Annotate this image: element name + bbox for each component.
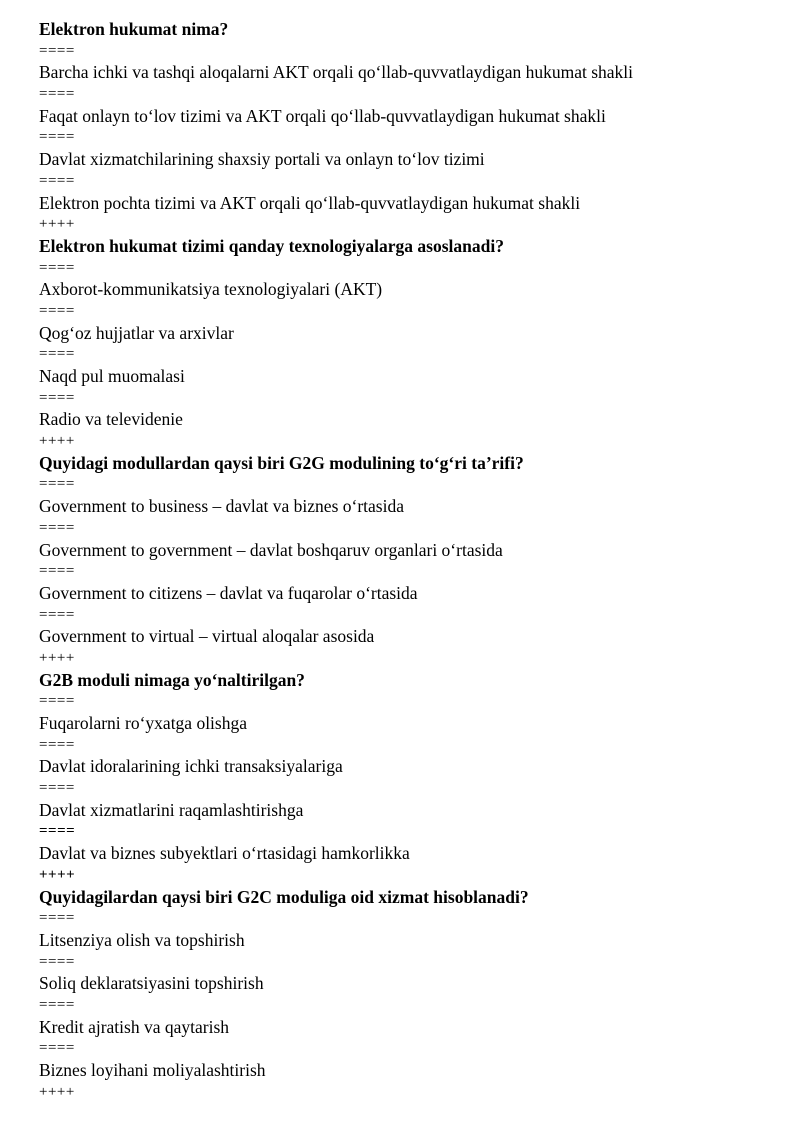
question-2-option-3: Naqd pul muomalasi xyxy=(39,366,185,386)
question-1-text: Elektron hukumat nima? xyxy=(39,19,229,39)
question-2-option-1: Axborot-kommunikatsiya texnologiyalari (AKT) xyxy=(39,279,383,300)
question-1-option-1: Barcha ichki va tashqi aloqalarni AKT orqali qo‘llab-quvvatlaydigan hukumat shakli xyxy=(39,62,634,83)
question-3-option-2: Government to government – davlat boshqaruv organlari o‘rtasida xyxy=(39,539,503,560)
separator: ==== xyxy=(39,42,75,59)
separator: ==== xyxy=(39,996,75,1013)
question-end-marker: ++++ xyxy=(39,1083,75,1100)
separator: ==== xyxy=(39,86,75,103)
question-end-marker: ++++ xyxy=(39,866,76,883)
question-2-option-4: Radio va televidenie xyxy=(39,409,183,430)
separator: ==== xyxy=(39,259,75,276)
question-5-option-2: Soliq deklaratsiyasini topshirish xyxy=(39,973,264,994)
question-3-option-4: Government to virtual – virtual aloqalar asosida xyxy=(39,626,375,647)
question-4-option-1: Fuqarolarni ro‘yxatga olishga xyxy=(39,713,248,733)
test-document xyxy=(39,19,779,1103)
separator: ==== xyxy=(39,389,75,406)
question-3-text: Quyidagi modullardan qaysi biri G2G modulining to‘g‘ri ta’rifi? xyxy=(39,452,524,473)
question-5-text: Quyidagilardan qaysi biri G2C moduliga oid xizmat hisoblanadi? xyxy=(39,886,529,907)
separator: ==== xyxy=(39,519,75,536)
separator: ==== xyxy=(39,910,75,927)
question-5-option-1: Litsenziya olish va topshirish xyxy=(39,929,245,950)
question-2-option-2: Qog‘oz hujjatlar va arxivlar xyxy=(39,322,234,343)
separator: ==== xyxy=(39,172,75,189)
question-end-marker: ++++ xyxy=(39,649,75,666)
question-4-option-2: Davlat idoralarining ichki transaksiyalariga xyxy=(39,756,343,777)
question-4-option-4: Davlat va biznes subyektlari o‘rtasidagi hamkorlikka xyxy=(39,843,410,864)
question-end-marker: ++++ xyxy=(39,433,75,450)
question-end-marker: ++++ xyxy=(39,216,75,233)
separator: ==== xyxy=(39,606,75,623)
question-1-option-4: Elektron pochta tizimi va AKT orqali qo‘llab-quvvatlaydigan hukumat shakli xyxy=(39,192,581,213)
separator: ==== xyxy=(39,823,76,840)
question-5-option-4: Biznes loyihani moliyalashtirish xyxy=(39,1060,266,1080)
question-5-option-3: Kredit ajratish va qaytarish xyxy=(39,1016,230,1037)
separator: ==== xyxy=(39,346,75,363)
question-3-option-1: Government to business – davlat va biznes o‘rtasida xyxy=(39,496,404,517)
question-2-text: Elektron hukumat tizimi qanday texnologiyalarga asoslanadi? xyxy=(39,235,504,256)
separator: ==== xyxy=(39,302,75,319)
separator: ==== xyxy=(39,780,75,797)
separator: ==== xyxy=(39,693,75,710)
separator: ==== xyxy=(39,1040,75,1057)
separator: ==== xyxy=(39,129,75,146)
separator: ==== xyxy=(39,563,75,580)
separator: ==== xyxy=(39,476,75,493)
question-1-option-2: Faqat onlayn to‘lov tizimi va AKT orqali qo‘llab-quvvatlaydigan hukumat shakli xyxy=(39,105,606,126)
separator: ==== xyxy=(39,953,75,970)
question-3-option-3: Government to citizens – davlat va fuqarolar o‘rtasida xyxy=(39,582,418,603)
question-1-option-3: Davlat xizmatchilarining shaxsiy portali va onlayn to‘lov tizimi xyxy=(39,149,485,170)
question-4-option-3: Davlat xizmatlarini raqamlashtirishga xyxy=(39,799,304,820)
separator: ==== xyxy=(39,736,75,753)
question-4-text: G2B moduli nimaga yo‘naltirilgan? xyxy=(39,669,305,690)
